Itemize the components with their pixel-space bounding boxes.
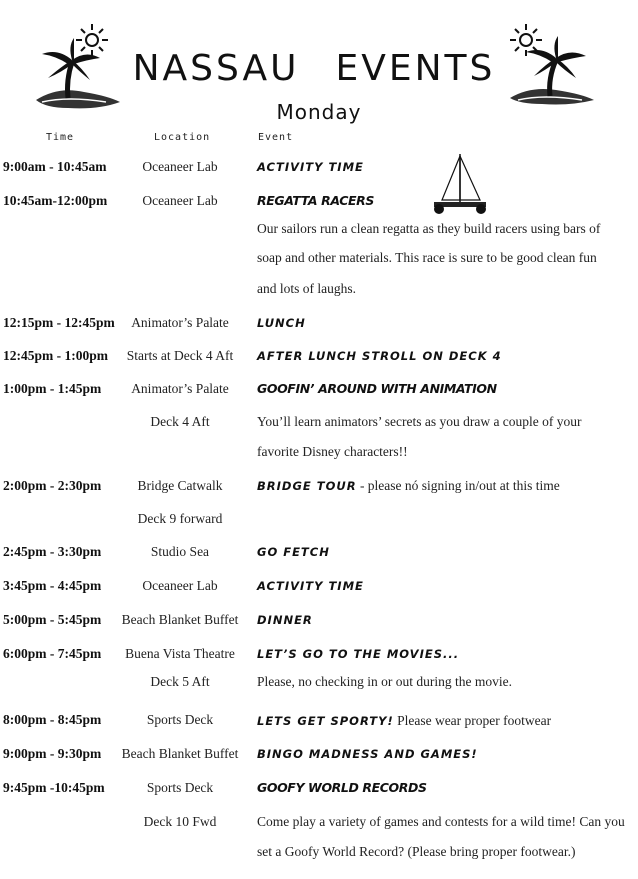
row-2-desc-line-3: and lots of laughs. bbox=[257, 281, 356, 296]
row-6-time: 2:00pm - 2:30pm bbox=[3, 478, 102, 493]
row-4-time: 12:45pm - 1:00pm bbox=[3, 348, 108, 363]
row-2-event: REGATTA RACERS bbox=[257, 193, 374, 208]
row-6-event-title: BRIDGE TOUR bbox=[257, 479, 357, 493]
row-6-event bbox=[257, 478, 560, 494]
title-word-events: EVENTS bbox=[335, 48, 496, 89]
row-12-location: Beach Blanket Buffet bbox=[121, 746, 239, 761]
row-7-time: 2:45pm - 3:30pm bbox=[3, 544, 102, 559]
row-13-event: GOOFY WORLD RECORDS bbox=[257, 780, 427, 795]
row-9-location: Beach Blanket Buffet bbox=[121, 612, 239, 627]
column-header-location: Location bbox=[154, 132, 211, 143]
row-4-event: AFTER LUNCH STROLL ON DECK 4 bbox=[257, 349, 502, 363]
row-1-time: 9:00am - 10:45am bbox=[3, 159, 107, 174]
row-3-location: Animator’s Palate bbox=[131, 315, 229, 330]
row-3-time: 12:15pm - 12:45pm bbox=[3, 315, 115, 330]
row-10-location-line-2: Deck 5 Aft bbox=[150, 674, 210, 689]
row-2-desc-line-2: soap and other materials. This race is sure to be good clean fun bbox=[257, 250, 597, 265]
row-10-desc-line-1: Please, no checking in or out during the movie. bbox=[257, 674, 512, 689]
row-6-location: Bridge Catwalk bbox=[137, 478, 223, 493]
row-9-time: 5:00pm - 5:45pm bbox=[3, 612, 102, 627]
row-10-event: LET’S GO TO THE MOVIES... bbox=[257, 647, 460, 661]
row-11-location: Sports Deck bbox=[146, 712, 214, 727]
row-6-location-line-2: Deck 9 forward bbox=[137, 511, 223, 526]
row-5-desc-line-1: You’ll learn animators’ secrets as you draw a couple of your bbox=[257, 414, 582, 429]
sailboat-racer-icon bbox=[428, 152, 490, 216]
row-13-location: Sports Deck bbox=[146, 780, 214, 795]
page-title bbox=[128, 48, 500, 89]
row-11-event bbox=[257, 713, 551, 729]
row-5-time: 1:00pm - 1:45pm bbox=[3, 381, 102, 396]
row-8-location: Oceaneer Lab bbox=[142, 578, 218, 593]
row-1-location: Oceaneer Lab bbox=[142, 159, 218, 174]
row-5-location: Animator’s Palate bbox=[131, 381, 229, 396]
palm-island-sun-icon bbox=[28, 20, 136, 112]
row-2-time: 10:45am-12:00pm bbox=[3, 193, 108, 208]
row-5-desc-line-2: favorite Disney characters!! bbox=[257, 444, 408, 459]
row-12-event: BINGO MADNESS AND GAMES! bbox=[257, 747, 478, 761]
day-heading: Monday bbox=[276, 100, 362, 124]
row-2-location: Oceaneer Lab bbox=[142, 193, 218, 208]
row-10-location: Buena Vista Theatre bbox=[125, 646, 235, 661]
row-11-time: 8:00pm - 8:45pm bbox=[3, 712, 102, 727]
row-10-time: 6:00pm - 7:45pm bbox=[3, 646, 102, 661]
row-9-event: DINNER bbox=[257, 613, 313, 627]
row-11-event-title: LETS GET SPORTY! bbox=[257, 714, 394, 728]
row-13-location-line-2: Deck 10 Fwd bbox=[143, 814, 217, 829]
title-word-nassau: NASSAU bbox=[132, 48, 300, 89]
palm-island-sun-icon bbox=[500, 14, 600, 106]
row-12-time: 9:00pm - 9:30pm bbox=[3, 746, 102, 761]
column-header-time: Time bbox=[46, 132, 75, 143]
row-13-desc-line-2: set a Goofy World Record? (Please bring proper footwear.) bbox=[257, 844, 576, 859]
row-13-desc-line-1: Come play a variety of games and contests for a wild time! Can you bbox=[257, 814, 625, 829]
row-8-time: 3:45pm - 4:45pm bbox=[3, 578, 102, 593]
row-13-time: 9:45pm -10:45pm bbox=[3, 780, 105, 795]
row-7-event: GO FETCH bbox=[257, 545, 330, 559]
row-3-event: LUNCH bbox=[257, 316, 306, 330]
row-5-event: GOOFIN’ AROUND WITH ANIMATION bbox=[257, 381, 497, 396]
row-11-event-note: Please wear proper footwear bbox=[393, 713, 552, 728]
row-8-event: ACTIVITY TIME bbox=[257, 579, 364, 593]
row-7-location: Studio Sea bbox=[150, 544, 210, 559]
row-4-location: Starts at Deck 4 Aft bbox=[126, 348, 234, 363]
row-5-location-line-2: Deck 4 Aft bbox=[150, 414, 210, 429]
row-6-event-note: - please nó signing in/out at this time bbox=[356, 478, 560, 493]
row-2-desc-line-1: Our sailors run a clean regatta as they build racers using bars of bbox=[257, 221, 601, 236]
row-1-event: ACTIVITY TIME bbox=[257, 160, 364, 174]
column-header-event: Event bbox=[258, 132, 294, 143]
